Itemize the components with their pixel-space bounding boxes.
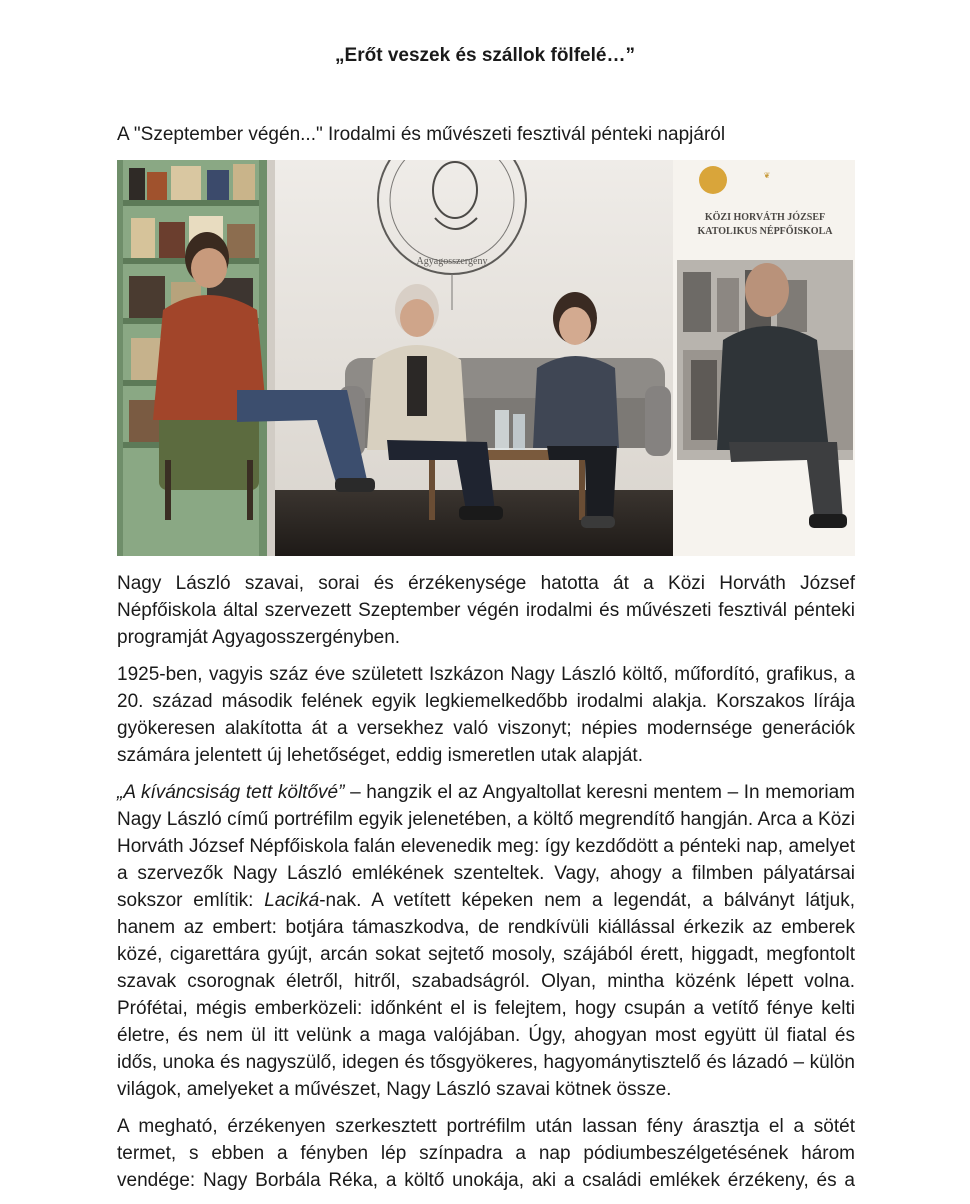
- seal-bottom-text: Agyagosszergény: [416, 256, 488, 267]
- quote-film: „A kíváncsiság tett költővé”: [117, 782, 345, 803]
- nickname-lacika: Laciká: [264, 890, 320, 911]
- event-photo: [117, 160, 855, 556]
- paragraph-3-part-a: – hangzik el az Angyaltollat keresni mentem – In memoriam Nagy László című portréfilm egyik jelenetében, a költő megrendítő hangján. Arca a Közi Horváth József Népfőiskola falán elevenedik meg: így kezdődött a pénteki nap, amelyet a szervezők Nagy László emlékének szenteltek. Vagy, ahogy a filmben pályatársai sokszor említik:: [117, 782, 855, 911]
- svg-text:❦: ❦: [763, 171, 771, 180]
- banner-line-2: KATOLIKUS NÉPFŐISKOLA: [697, 226, 833, 237]
- article-subtitle: A "Szeptember végén..." Irodalmi és művészeti fesztivál pénteki napjáról: [117, 124, 726, 145]
- paragraph-3-part-b: -nak. A vetített képeken nem a legendát, a bálványt látjuk, hanem az embert: botjára támaszkodva, de rendkívüli kiállással érkezik az emberek közé, cigarettára gyújt, arcán sokat sejtető mosoly, szájából érett, higgadt, megfontolt szavak csorognak életről, hitről, szabadságról. Olyan, mintha közénk lépett volna. Prófétai, mégis emberközeli: időnként el is felejtem, hogy csupán a vetítő fénye kelti életre, és nem ül itt velünk a maga valójában. Úgy, ahogyan most együtt ül fiatal és idős, unoka és nagyszülő, idegen és tősgyökeres, hagyománytisztelő és lázadó – külön világok, amelyeket a művészet, Nagy László szavai kötnek össze.: [117, 890, 855, 1100]
- paragraph-1: Nagy László szavai, sorai és érzékenysége hatotta át a Közi Horváth József Népfőiskola által szervezett Szeptember végén irodalmi és művészeti fesztivál pénteki programját Agyagosszergényben.: [117, 573, 855, 648]
- paragraph-3: [117, 779, 855, 1103]
- banner-line-1: KÖZI HORVÁTH JÓZSEF: [704, 212, 826, 223]
- article-title: „Erőt veszek és szállok fölfelé…”: [335, 45, 635, 66]
- article-body: [117, 570, 855, 1204]
- paragraph-4: A megható, érzékenyen szerkesztett portréfilm után lassan fény árasztja el a sötét termet, s ebben a fényben lép színpadra a nap pódiumbeszélgetésének három vendége: Nagy Borbála Réka, a költő unokája, aki a családi emlékek érzékeny, és a: [117, 1116, 855, 1191]
- paragraph-2: 1925-ben, vagyis száz éve született Iszkázon Nagy László költő, műfordító, grafikus, a 20. század második felének egyik legkiemelkedőbb irodalmi alakja. Korszakos lírája gyökeresen alakította át a versekhez való viszonyt; népies modernsége generációk számára jelentett új lehetőséget, eddig ismeretlen utak alapját.: [117, 664, 855, 766]
